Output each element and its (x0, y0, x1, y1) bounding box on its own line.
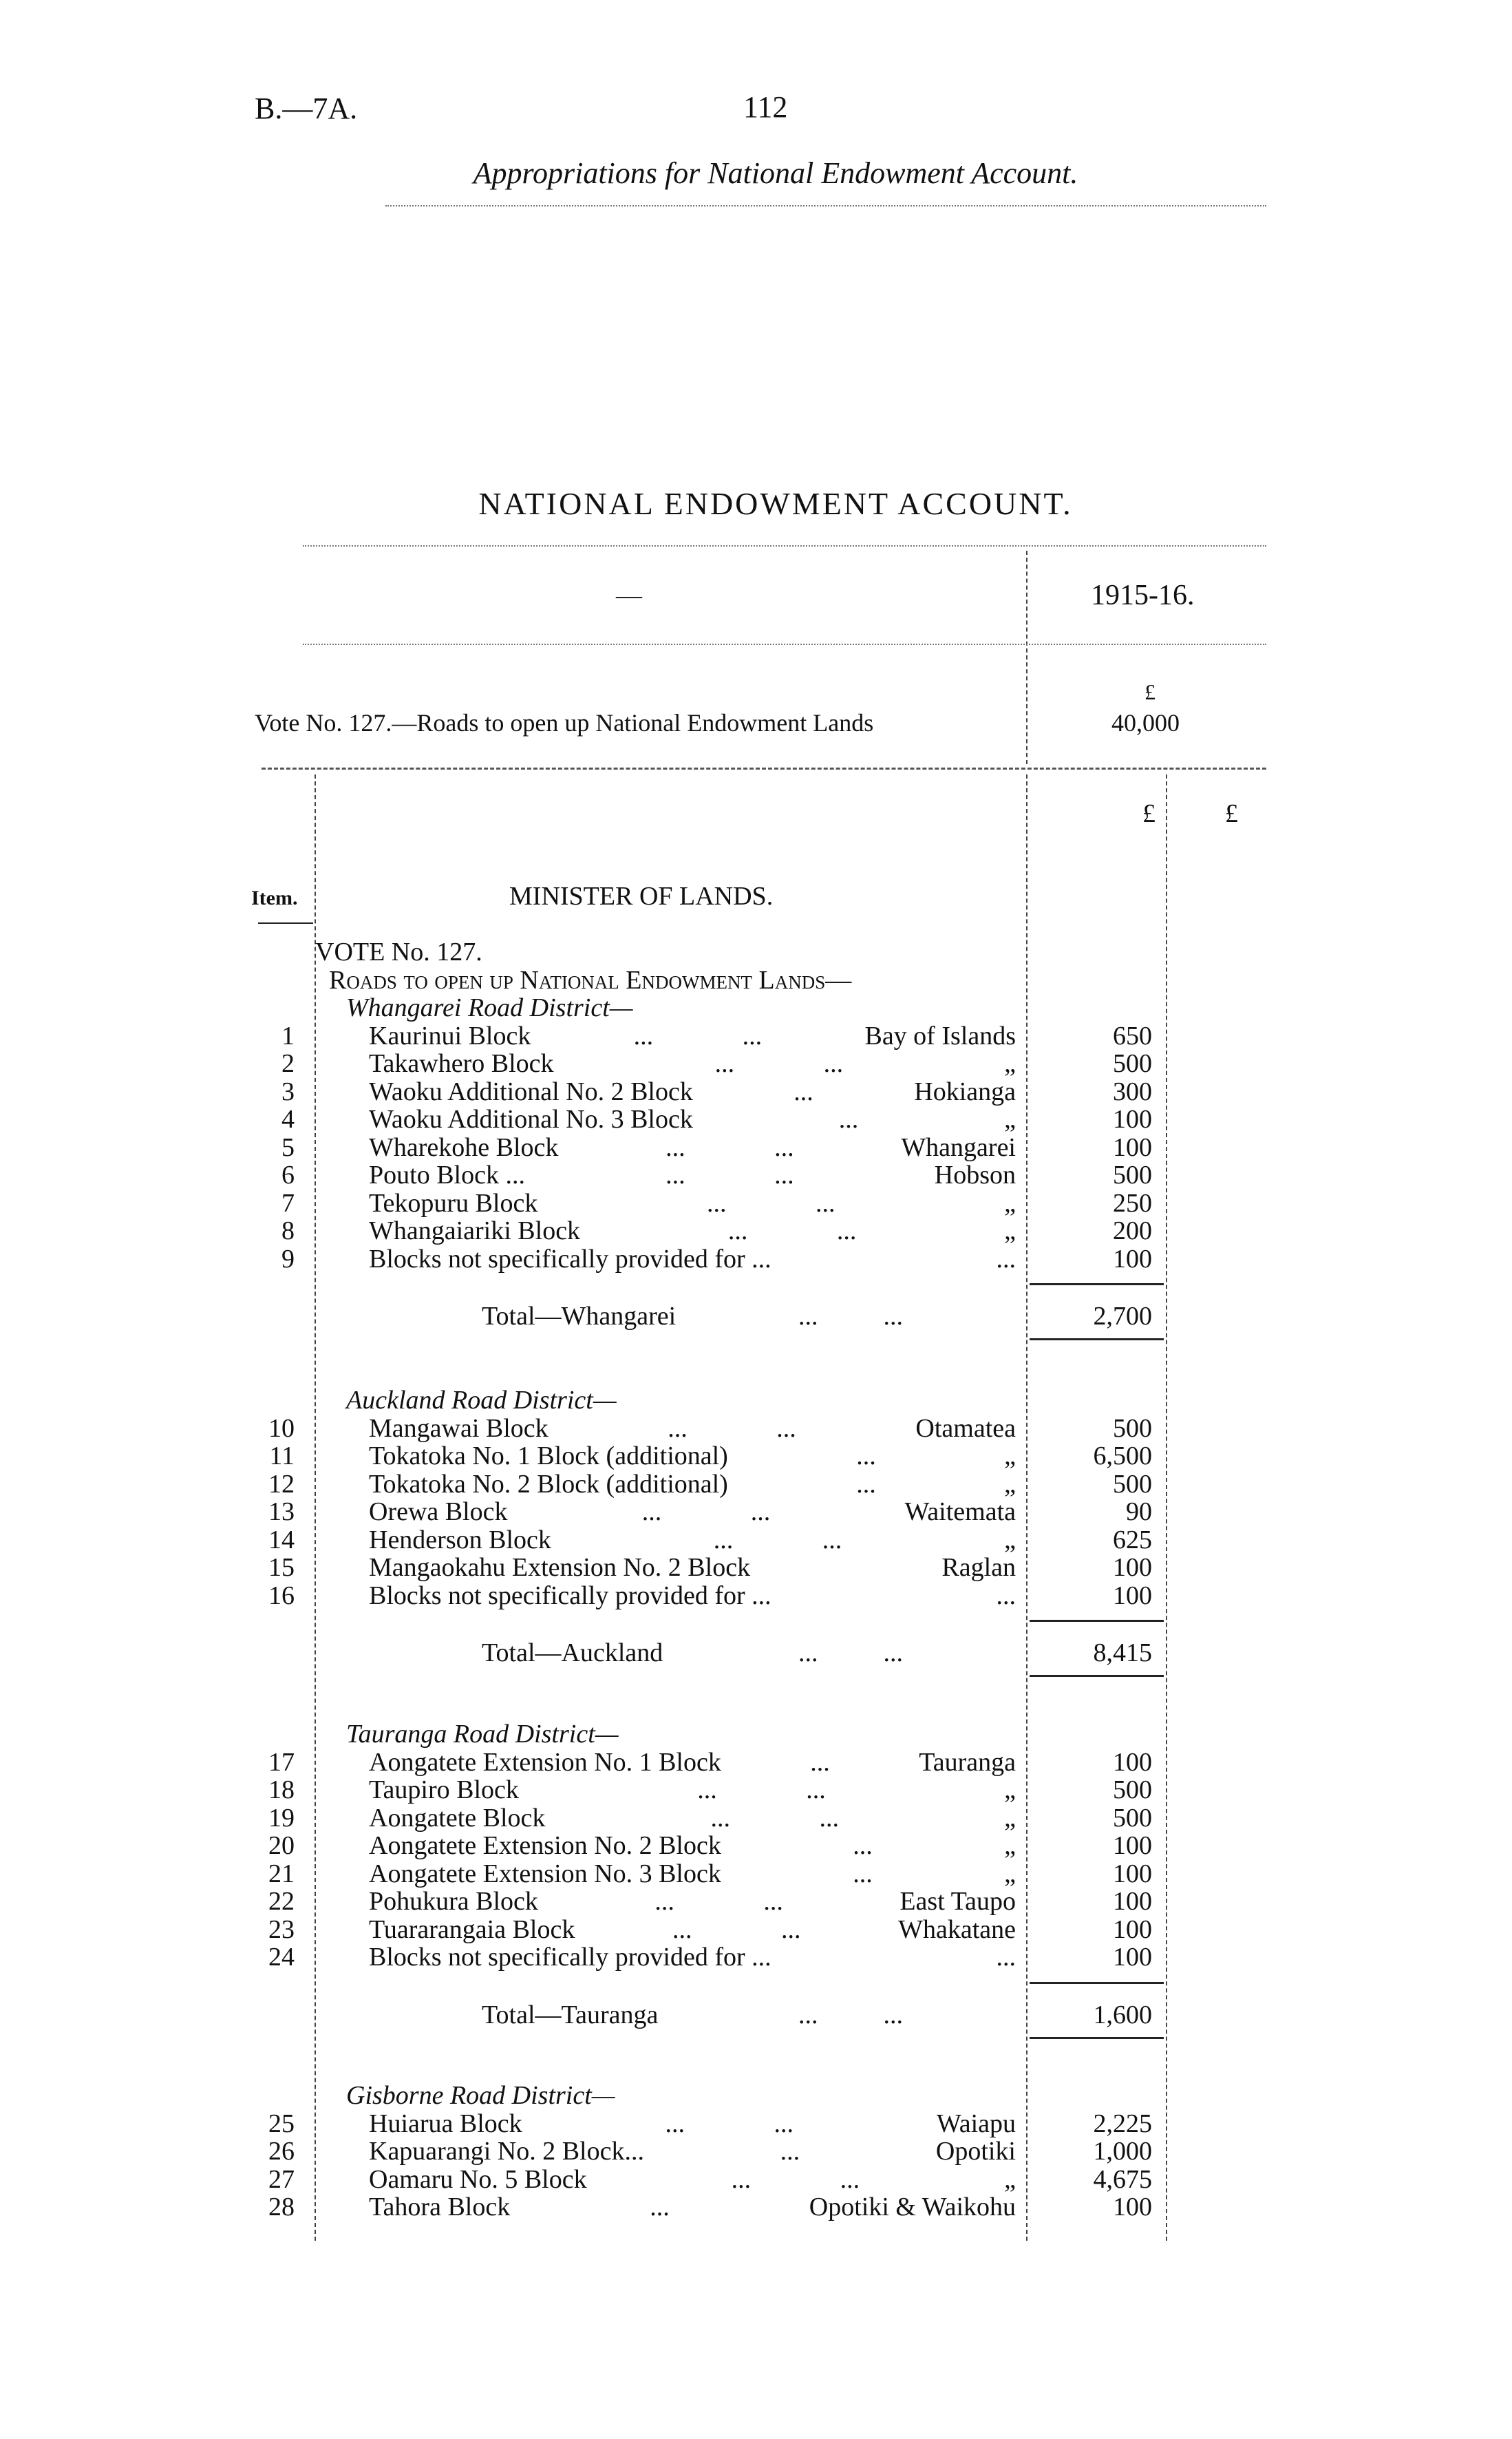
item-number: 17 (268, 1747, 295, 1777)
item-number: 9 (281, 1244, 295, 1274)
block-name: Tokatoka No. 2 Block (additional) (369, 1469, 728, 1499)
minister-heading: MINISTER OF LANDS. (509, 882, 774, 911)
leader-dots: ... ... (666, 1161, 794, 1189)
item-number: 7 (281, 1188, 295, 1218)
table-row (369, 1554, 1016, 1581)
currency-header-1: £ (1142, 799, 1156, 828)
amount: 100 (1113, 1943, 1152, 1972)
block-name: Tokatoka No. 1 Block (additional) (369, 1442, 728, 1470)
section-heading: Gisborne Road District— (346, 2081, 615, 2110)
table-row (369, 1078, 1016, 1106)
county: ... (996, 1581, 1016, 1610)
leader-dots: ... (650, 2193, 670, 2221)
vote-label: Vote No. 127.—Roads to open up National Endowment Lands (255, 709, 874, 737)
amount: 100 (1113, 1831, 1152, 1860)
county: Whangarei (901, 1132, 1016, 1162)
leader-dots: ... ... (665, 2109, 794, 2137)
block-name: Kapuarangi No. 2 Block... (369, 2137, 644, 2166)
item-number: 14 (268, 1525, 295, 1554)
county: Hokianga (914, 1077, 1016, 1106)
table-row (369, 1022, 1016, 1050)
subtotal-rule (1030, 2037, 1164, 2039)
county: „ (1004, 1442, 1016, 1470)
amount: 1,000 (1093, 2137, 1152, 2166)
section-heading: Whangarei Road District— (346, 993, 633, 1022)
table-row (369, 1134, 1016, 1161)
county: Waitemata (904, 1497, 1016, 1526)
amount: 300 (1113, 1077, 1152, 1106)
amount: 650 (1113, 1021, 1152, 1050)
county: „ (1004, 1188, 1016, 1218)
county: „ (1004, 1469, 1016, 1499)
table-row (369, 1217, 1016, 1245)
block-name: Aongatete Block (369, 1803, 546, 1833)
divider (262, 768, 1266, 770)
table-row (369, 1888, 1016, 1915)
amount: 500 (1113, 1469, 1152, 1499)
item-number: 22 (268, 1887, 295, 1916)
county: „ (1004, 2164, 1016, 2194)
item-number: 8 (281, 1216, 295, 1245)
block-name: Kaurinui Block (369, 1021, 531, 1050)
amount: 100 (1113, 1747, 1152, 1777)
table-row (369, 1916, 1016, 1943)
county: Tauranga (919, 1747, 1016, 1777)
county: „ (1004, 1105, 1016, 1134)
leader-dots: ... (794, 1077, 813, 1106)
section-total: 8,415 (1093, 1638, 1152, 1667)
county: „ (1004, 1803, 1016, 1833)
leader-dots: ... (856, 1442, 876, 1470)
item-number: 20 (268, 1831, 295, 1860)
table-row (369, 1415, 1016, 1442)
county: Hobson (934, 1161, 1016, 1190)
leader-dots: ... ... (798, 1638, 903, 1667)
table-row (369, 2193, 1016, 2221)
amount: 625 (1113, 1525, 1152, 1554)
amount: 500 (1113, 1803, 1152, 1833)
county: „ (1004, 1049, 1016, 1078)
table-row (369, 1860, 1016, 1888)
item-number: 26 (268, 2137, 295, 2166)
table-row (369, 1050, 1016, 1077)
table-row (369, 1442, 1016, 1470)
item-number: 18 (268, 1775, 295, 1804)
county: Otamatea (915, 1413, 1016, 1443)
county: Raglan (941, 1553, 1016, 1582)
table-row (369, 1161, 1016, 1189)
item-number: 27 (268, 2164, 295, 2194)
table-row (369, 1498, 1016, 1525)
county: ... (996, 1244, 1016, 1274)
divider (385, 205, 1266, 207)
leader-dots: ... ... (666, 1133, 794, 1161)
item-number: 25 (268, 2109, 295, 2138)
item-header-rule (258, 922, 313, 924)
item-number: 23 (268, 1914, 295, 1944)
block-name: Huiarua Block (369, 2109, 522, 2138)
amount: 500 (1113, 1049, 1152, 1078)
block-name: Pouto Block ... (369, 1161, 525, 1190)
amount: 6,500 (1093, 1442, 1152, 1470)
county: Opotiki & Waikohu (809, 2193, 1016, 2221)
item-number: 19 (268, 1803, 295, 1833)
county: East Taupo (899, 1887, 1016, 1916)
leader-dots: ... ... (641, 1498, 771, 1525)
leader-dots: ... (853, 1859, 873, 1888)
table-row (369, 2166, 1016, 2193)
county: Bay of Islands (864, 1021, 1016, 1050)
running-title: Appropriations for National Endowment Account. (473, 156, 1078, 190)
leader-dots: ... ... (672, 1915, 801, 1943)
block-name: Tekopuru Block (369, 1188, 538, 1218)
county: ... (996, 1943, 1016, 1972)
block-name: Whangaiariki Block (369, 1216, 581, 1245)
total-label: Total—Auckland (482, 1638, 663, 1667)
block-name: Blocks not specifically provided for ... (369, 1943, 771, 1972)
leader-dots: ... ... (714, 1050, 844, 1077)
block-name: Takawhero Block (369, 1049, 554, 1078)
county: „ (1004, 1216, 1016, 1245)
table-row (369, 2137, 1016, 2165)
column-divider (1026, 551, 1027, 764)
item-number: 1 (281, 1021, 295, 1050)
section-total: 2,700 (1093, 1302, 1152, 1331)
block-name: Oamaru No. 5 Block (369, 2164, 587, 2194)
block-name: Aongatete Extension No. 1 Block (369, 1747, 721, 1777)
amount: 100 (1113, 2193, 1152, 2221)
item-number: 13 (268, 1497, 295, 1526)
amount: 500 (1113, 1775, 1152, 1804)
block-name: Aongatete Extension No. 2 Block (369, 1831, 721, 1860)
document-title: NATIONAL ENDOWMENT ACCOUNT. (478, 486, 1073, 521)
table-row (369, 1582, 1016, 1609)
amount: 2,225 (1093, 2109, 1152, 2138)
leader-dots: ... (856, 1470, 876, 1498)
block-name: Mangawai Block (369, 1413, 549, 1443)
amount: 250 (1113, 1188, 1152, 1218)
leader-dots: ... ... (710, 1804, 840, 1832)
divider (303, 644, 1266, 645)
subtotal-rule (1030, 1283, 1164, 1285)
item-number: 15 (268, 1553, 295, 1582)
amount: 90 (1126, 1497, 1152, 1526)
table-row (369, 1470, 1016, 1498)
table-row (369, 1943, 1016, 1971)
block-name: Blocks not specifically provided for ... (369, 1244, 771, 1274)
item-number: 24 (268, 1943, 295, 1972)
leader-dots: ... ... (633, 1022, 763, 1050)
amount: 200 (1113, 1216, 1152, 1245)
leader-dots: ... (838, 1106, 859, 1133)
total-column-line (1166, 774, 1167, 2241)
block-name: Mangaokahu Extension No. 2 Block (369, 1553, 751, 1582)
block-name: Pohukura Block (369, 1887, 538, 1916)
leader-dots: ... ... (798, 2000, 903, 2029)
section-heading: Auckland Road District— (346, 1386, 617, 1415)
amount: 500 (1113, 1161, 1152, 1190)
county: Waiapu (936, 2109, 1016, 2138)
leader-dots: ... ... (668, 1414, 796, 1442)
item-number: 2 (281, 1049, 295, 1078)
table-row (369, 1804, 1016, 1832)
amount: 100 (1113, 1914, 1152, 1944)
block-name: Blocks not specifically provided for ... (369, 1581, 771, 1610)
item-number: 12 (268, 1469, 295, 1499)
item-number: 4 (281, 1105, 295, 1134)
table-row (369, 1106, 1016, 1133)
block-name: Tahora Block (369, 2193, 511, 2221)
block-name: Taupiro Block (369, 1775, 519, 1804)
table-row (369, 2110, 1016, 2137)
page-number: 112 (743, 90, 788, 124)
table-row (369, 1749, 1016, 1776)
county: Whakatane (898, 1914, 1016, 1944)
subtotal-rule (1030, 1982, 1164, 1984)
amount: 100 (1113, 1132, 1152, 1162)
amount: 100 (1113, 1887, 1152, 1916)
block-name: Henderson Block (369, 1525, 551, 1554)
amount: 100 (1113, 1859, 1152, 1888)
item-number: 16 (268, 1581, 295, 1610)
amount: 100 (1113, 1244, 1152, 1274)
table-row (369, 1190, 1016, 1217)
vote-heading: VOTE No. 127. (315, 938, 482, 967)
leader-dots: ... ... (727, 1217, 857, 1245)
leader-dots: ... ... (706, 1189, 835, 1217)
table-row (369, 1776, 1016, 1804)
section-heading: Tauranga Road District— (346, 1720, 619, 1749)
amount: 100 (1113, 1553, 1152, 1582)
page-ref: B.—7A. (255, 92, 358, 125)
block-name: Tuararangaia Block (369, 1914, 575, 1944)
county: „ (1004, 1775, 1016, 1804)
leader-dots: ... ... (654, 1888, 783, 1915)
subtotal-rule (1030, 1620, 1164, 1622)
county: „ (1004, 1525, 1016, 1554)
block-name: Aongatete Extension No. 3 Block (369, 1859, 721, 1888)
county: „ (1004, 1859, 1016, 1888)
leader-dots: ... (780, 2137, 800, 2165)
total-label: Total—Whangarei (482, 1302, 677, 1331)
table-row (369, 1526, 1016, 1554)
divider (303, 545, 1266, 547)
summary-dash: — (616, 581, 642, 610)
amount: 500 (1113, 1413, 1152, 1443)
table-row (369, 1832, 1016, 1859)
item-number: 10 (268, 1413, 295, 1443)
amount-column-line (1026, 774, 1027, 2241)
amount: 100 (1113, 1581, 1152, 1610)
total-label: Total—Tauranga (482, 2000, 659, 2029)
leader-dots: ... (810, 1748, 830, 1776)
amount: 100 (1113, 1105, 1152, 1134)
item-number: 3 (281, 1077, 295, 1106)
leader-dots: ... ... (731, 2165, 860, 2193)
summary-year: 1915-16. (1091, 580, 1195, 611)
item-header: Item. (251, 887, 298, 909)
item-number: 6 (281, 1161, 295, 1190)
leader-dots: ... (853, 1832, 873, 1859)
vote-title: Roads to open up National Endowment Lands— (329, 966, 852, 995)
block-name: Waoku Additional No. 3 Block (369, 1105, 693, 1134)
leader-dots: ... ... (697, 1776, 826, 1804)
item-number: 11 (269, 1442, 295, 1470)
item-number: 21 (268, 1859, 295, 1888)
amount: 4,675 (1093, 2164, 1152, 2194)
item-number: 28 (268, 2193, 295, 2221)
table-row (369, 1245, 1016, 1273)
leader-dots: ... ... (713, 1525, 842, 1554)
county: „ (1004, 1831, 1016, 1860)
leader-dots: ... ... (798, 1302, 903, 1331)
county: Opotiki (935, 2137, 1016, 2166)
block-name: Waoku Additional No. 2 Block (369, 1077, 693, 1106)
vote-amount: 40,000 (1111, 709, 1180, 737)
item-number: 5 (281, 1132, 295, 1162)
subtotal-rule (1030, 1675, 1164, 1677)
item-column-line (315, 774, 316, 2241)
section-total: 1,600 (1093, 2000, 1152, 2029)
block-name: Wharekohe Block (369, 1132, 559, 1162)
block-name: Orewa Block (369, 1497, 508, 1526)
subtotal-rule (1030, 1338, 1164, 1340)
currency-header-2: £ (1225, 799, 1238, 828)
summary-currency: £ (1144, 679, 1156, 704)
